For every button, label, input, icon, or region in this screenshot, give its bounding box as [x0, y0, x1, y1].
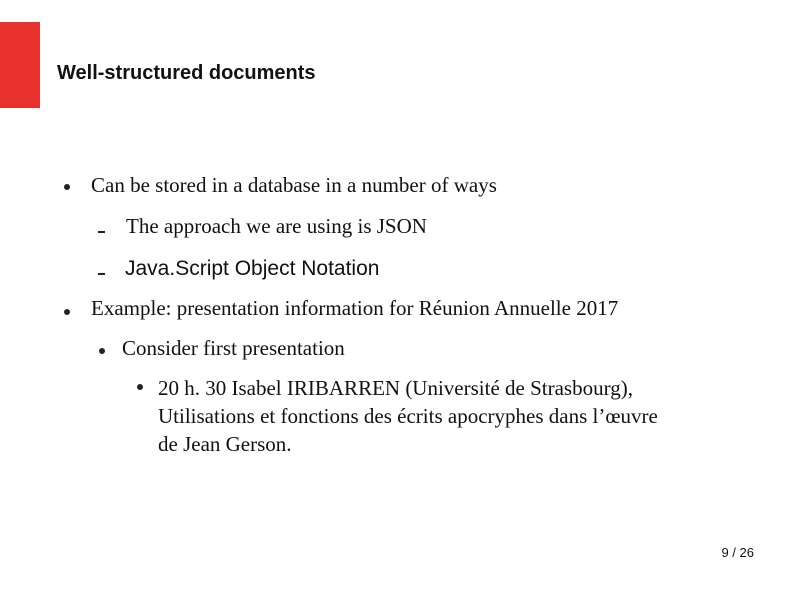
- page-number: 9 / 26: [721, 545, 754, 560]
- bullet-item: Example: presentation information for Réunion Annuelle 2017: [91, 296, 619, 320]
- bullet-icon: [137, 384, 143, 390]
- accent-bar: [0, 22, 40, 108]
- text-line: 20 h. 30 Isabel IRIBARREN (Université de Strasbourg),: [158, 376, 633, 400]
- bullet-icon: [64, 309, 70, 315]
- sub-sub-bullet-item: [158, 374, 758, 458]
- bullet-icon: [64, 184, 70, 190]
- dash-icon: [98, 273, 105, 275]
- sub-bullet-item: Java.Script Object Notation: [125, 257, 380, 280]
- dash-icon: [98, 231, 105, 233]
- text-line: Utilisations et fonctions des écrits apocryphes dans l’œuvre: [158, 404, 658, 428]
- bullet-item: Can be stored in a database in a number of ways: [91, 173, 497, 197]
- bullet-icon: [99, 348, 105, 354]
- slide-title: Well-structured documents: [57, 62, 316, 84]
- sub-bullet-item: Consider first presentation: [122, 336, 345, 360]
- sub-bullet-item: The approach we are using is JSON: [126, 214, 427, 238]
- text-line: de Jean Gerson.: [158, 432, 292, 456]
